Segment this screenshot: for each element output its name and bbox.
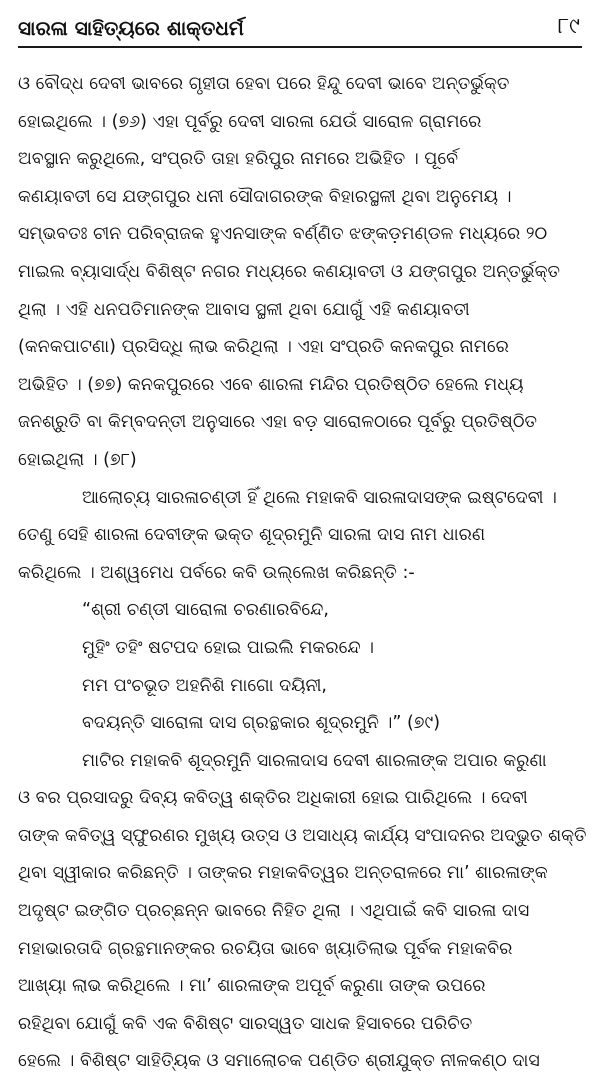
text-line: ଅବସ୍ଥାନ କରୁଥିଲେ, ସଂପ୍ରତି ତାହା ହରିପୁର ନାମରେ ଅଭିହିତ । ପୂର୍ବେ [18, 149, 459, 170]
text-line: କଣୟାବତୀ ସେ ଯଙ୍ଗପୁର ଧନୀ ସୌଦାଗରଙ୍କ ବିହାରସ୍ଥଳୀ ଥିବା ଅନୁମେୟ । [18, 186, 512, 207]
text-line: ରହିଥିବା ଯୋଗୁଁ କବି ଏକ ବିଶିଷ୍ଟ ସାରସ୍ୱତ ସାଧକ ହିସାବରେ ପରିଚିତ [18, 1013, 473, 1034]
text-line: ହୋଇଥିଲେ । (୭୬) ଏହା ପୂର୍ବରୁ ଦେବୀ ସାରଳା ଯେଉଁ ସାରୋଳ ଗ୍ରାମରେ [18, 111, 482, 132]
text-line: ମହାଭାରତାଦି ଗ୍ରନ୍ଥମାନଙ୍କର ରଚୟିତା ଭାବେ ଖ୍ୟାତିଲାଭ ପୂର୍ବକ ମହାକବିର [18, 938, 513, 959]
text-line: ଅଭିହିତ । (୭୭) କନକପୁରରେ ଏବେ ଶାରଳା ମନ୍ଦିର ପ୍ରତିଷ୍ଠିତ ହେଲେ ମଧ୍ୟ [18, 374, 524, 395]
text-line: ତାଙ୍କ କବିତ୍ୱ ସ୍ଫୁରଣର ମୁଖ୍ୟ ଉତ୍ସ ଓ ଅସାଧ୍ୟ କାର୍ଯ୍ୟ ସଂପାଦନର ଅଦ୍ଭୁତ ଶକ୍ତି [18, 825, 587, 846]
text-line: ଓ ବର ପ୍ରସାଦରୁ ଦିବ୍ୟ କବିତ୍ୱ ଶକ୍ତିର ଅଧିକାରୀ ହୋଇ ପାରିଥିଲେ । ଦେବୀ [18, 788, 528, 809]
text-line: ମାଇଲ ବ୍ୟାସାର୍ଦ୍ଧ ବିଶିଷ୍ଟ ନଗର ମଧ୍ୟରେ କଣୟାବତୀ ଓ ଯଙ୍ଗପୁର ଅନ୍ତର୍ଭୁକ୍ତ [18, 261, 561, 282]
verse-line: ମମ ପଂଚଭୂତ ଅହନିଶି ମାଗୋ ଦୟିନୀ, [82, 675, 327, 696]
running-title: ସାରଳା ସାହିତ୍ୟରେ ଶାକ୍ତଧର୍ମ [18, 16, 244, 40]
text-line: ସମ୍ଭବତଃ ଚୀନ ପରିବ୍ରାଜକ ହୁଏନସାଙ୍କ ବର୍ଣ୍ଣିତ ଝଙ୍କଡ଼ମଣ୍ଡଳ ମଧ୍ୟରେ ୨୦ [18, 224, 548, 245]
text-line: ହୋଇଥିଲା । (୭୮) [18, 449, 137, 470]
verse-line: ମୁହିଂ ତହିଂ ଷଟପଦ ହୋଇ ପାଇଲି ମକରନ୍ଦେ । [82, 637, 375, 658]
text-line: (କନକପାଟଣା) ପ୍ରସିଦ୍ଧି ଲାଭ କରିଥିଲା । ଏହା ସଂପ୍ରତି କନକପୁର ନାମରେ [18, 337, 509, 358]
text-line: ତେଣୁ ସେହି ଶାରଳା ଦେବୀଙ୍କ ଭକ୍ତ ଶୂଦ୍ରମୁନି ସାରଳା ଦାସ ନାମ ଧାରଣ [18, 525, 486, 546]
text-line: ହେଲେ । ବିଶିଷ୍ଟ ସାହିତ୍ୟିକ ଓ ସମାଲୋଚକ ପଣ୍ଡିତ ଶ୍ରୀଯୁକ୍ତ ନୀଳକଣ୍ଠ ଦାସ [18, 1051, 540, 1072]
page-header [18, 14, 582, 48]
text-line: ଅଦୃଷ୍ଟ ଇଙ୍ଗିତ ପ୍ରଚ୍ଛନ୍ନ ଭାବରେ ନିହିତ ଥିଲା । ଏଥିପାଇଁ କବି ସାରଳା ଦାସ [18, 901, 530, 922]
text-line: କରିଥିଲେ । ଅଶ୍ୱମେଧ ପର୍ବରେ କବି ଉଲ୍ଲେଖ କରିଛନ୍ତି :- [18, 562, 415, 583]
verse-line: “ଶ୍ରୀ ଚଣ୍ଡୀ ସାରୋଳା ଚରଣାରବିନ୍ଦେ, [82, 600, 329, 621]
text-line: ଆଖ୍ୟା ଲାଭ କରିଥିଲେ । ମା’ ଶାରଳାଙ୍କ ଅପୂର୍ବ କରୁଣା ତାଙ୍କ ଉପରେ [18, 976, 486, 997]
text-line: ଥିଲା । ଏହି ଧନପତିମାନଙ୍କ ଆବାସ ସ୍ଥଳୀ ଥିବା ଯୋଗୁଁ ଏହି କଣୟାବତୀ [18, 299, 470, 320]
paragraph-first-line: ମାଟିର ମହାକବି ଶୂଦ୍ରମୁନି ସାରଳାଦାସ ଦେବୀ ଶାରଳାଙ୍କ ଅପାର କରୁଣା [82, 750, 547, 771]
body-text [18, 66, 588, 1081]
paragraph-first-line: ଆଲୋଚ୍ୟ ସାରଳାଚଣ୍ଡୀ ହିଁ ଥିଲେ ମହାକବି ସାରଳାଦାସଙ୍କ ଇଷ୍ଟଦେବୀ । [82, 487, 557, 508]
text-line: ଥିବା ସ୍ୱୀକାର କରିଛନ୍ତି । ତାଙ୍କର ମହାକବିତ୍ୱର ଅନ୍ତରାଳରେ ମା’ ଶାରଳାଙ୍କ [18, 863, 548, 884]
verse-line: ବଦୟନ୍ତି ସାରୋଳା ଦାସ ଗ୍ରନ୍ଥକାର ଶୂଦ୍ରମୁନି ।” (୭୯) [82, 713, 441, 734]
page-number: ୮୯ [557, 14, 580, 39]
text-line: ଓ ବୌଦ୍ଧ ଦେବୀ ଭାବରେ ଗୃହୀତା ହେବା ପରେ ହିନ୍ଦୁ ଦେବୀ ଭାବେ ଅନ୍ତର୍ଭୁକ୍ତ [18, 74, 510, 94]
text-line: ଜନଶ୍ରୁତି ବା କିମ୍ବଦନ୍ତୀ ଅନୁସାରେ ଏହା ବଡ଼ ସାରୋଳଠାରେ ପୂର୍ବରୁ ପ୍ରତିଷ୍ଠିତ [18, 412, 537, 433]
